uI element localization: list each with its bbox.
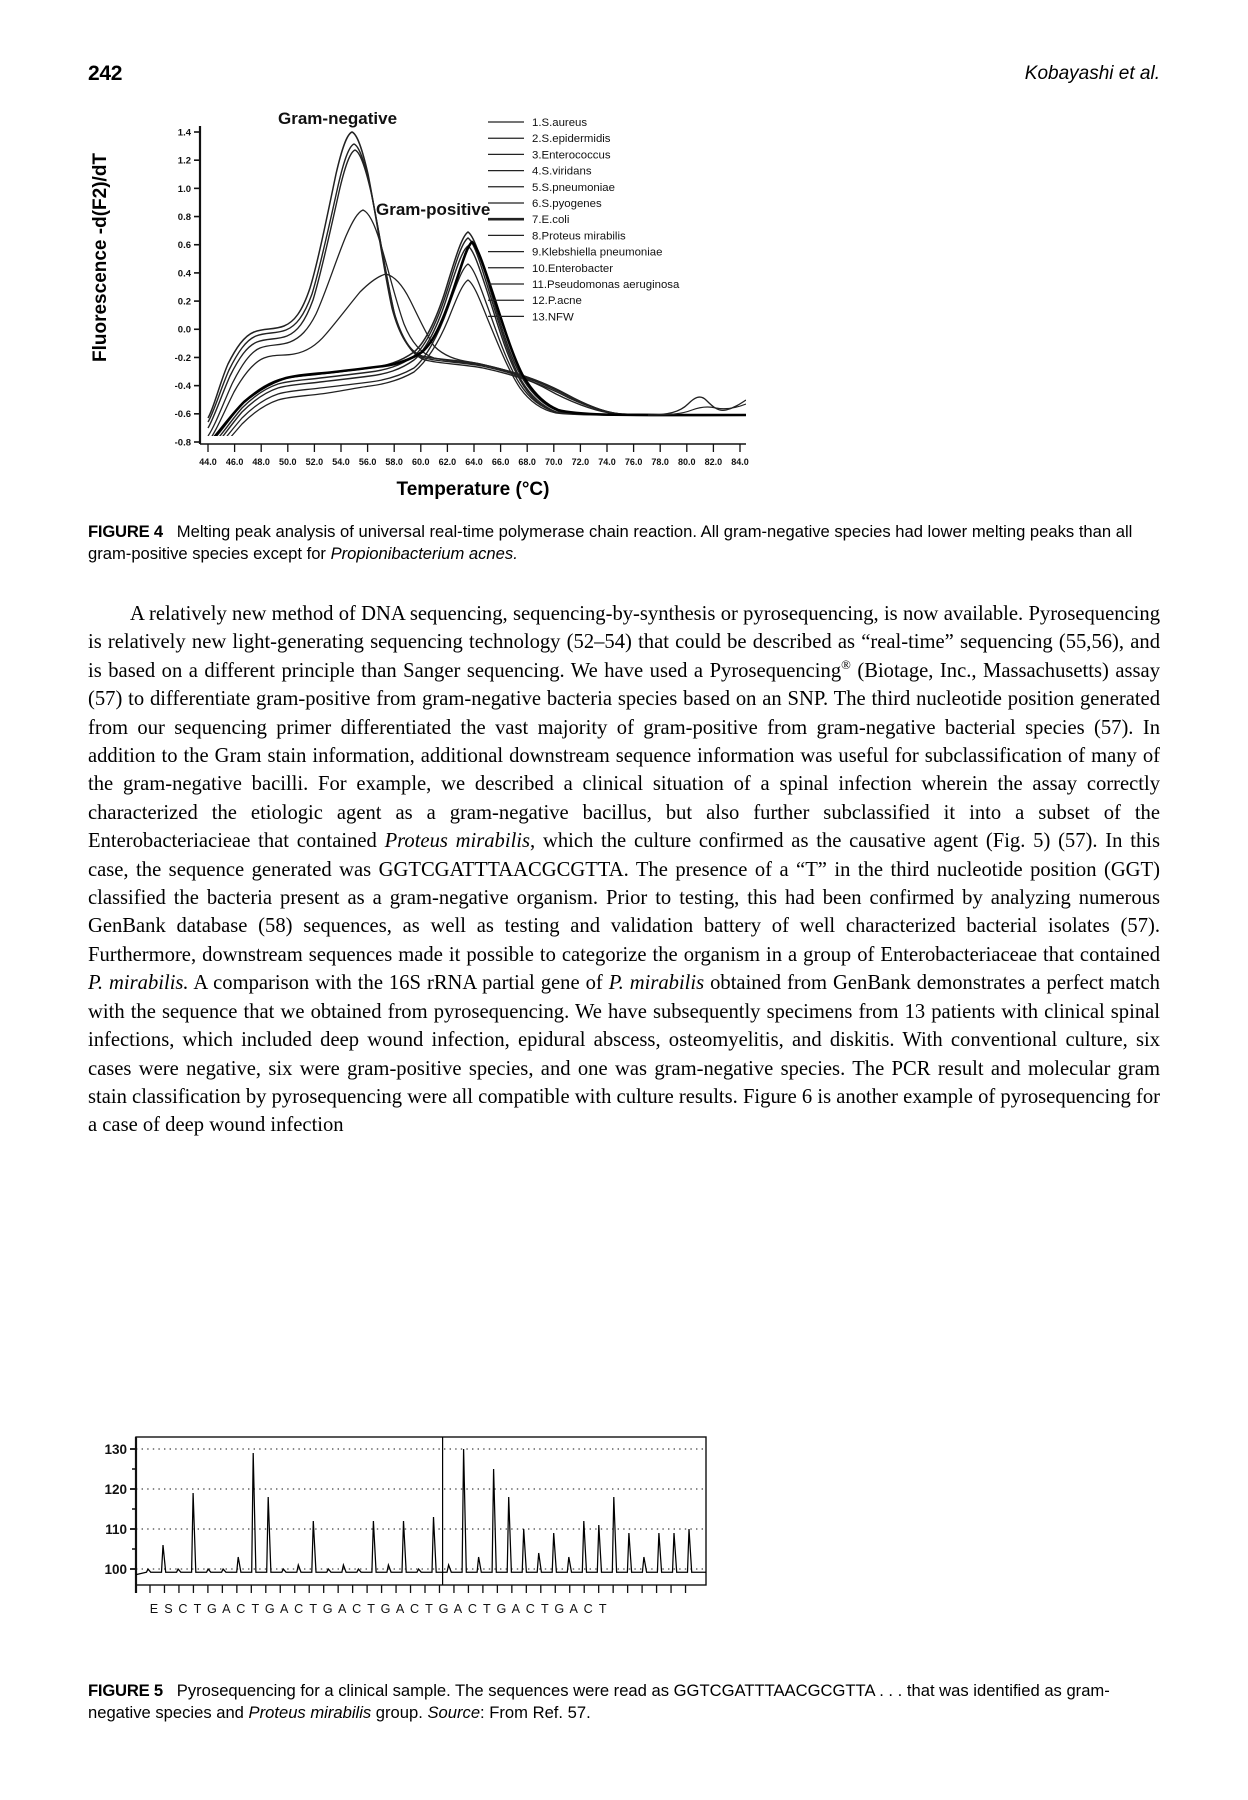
- x-tick-label: 44.0: [199, 457, 217, 467]
- x-tick-label: 54.0: [332, 457, 350, 467]
- x-tick-label: 82.0: [704, 457, 723, 467]
- pyrogram-base-label: A: [280, 1602, 289, 1616]
- y-axis-ticks: [175, 127, 201, 448]
- melting-peak-chart: [88, 112, 788, 502]
- figure-4-caption: [88, 521, 1160, 566]
- legend-label-8: 8.Proteus mirabilis: [532, 230, 626, 243]
- x-tick-label: 52.0: [305, 457, 324, 467]
- figure-5-label: FIGURE 5: [88, 1681, 163, 1700]
- x-tick-label: 62.0: [438, 457, 457, 467]
- legend-label-2: 2.S.epidermidis: [532, 133, 611, 146]
- y-tick-label: -0.6: [174, 409, 191, 421]
- legend-label-10: 10.Enterobacter: [532, 262, 614, 275]
- pyrogram-base-label: G: [496, 1602, 507, 1616]
- x-tick-label: 70.0: [545, 457, 563, 467]
- pyrogram-base-label: C: [525, 1602, 535, 1616]
- legend-label-11: 11.Pseudomonas aeruginosa: [532, 279, 680, 291]
- y-tick-label: -0.2: [174, 352, 191, 364]
- pyrogram-base-label: T: [251, 1602, 260, 1616]
- x-tick-label: 60.0: [412, 457, 430, 467]
- y-tick-label: 0.6: [177, 240, 191, 252]
- pyrogram-base-label: C: [236, 1602, 246, 1616]
- x-tick-label: 66.0: [491, 457, 510, 467]
- pyrogram-y-label: 100: [104, 1562, 127, 1577]
- figure-4-image: [88, 112, 788, 502]
- y-tick-label: 1.0: [177, 183, 191, 195]
- pyrogram-base-label: S: [164, 1602, 173, 1616]
- legend-label-13: 13.NFW: [532, 311, 574, 324]
- pyrogram-base-label: T: [193, 1602, 202, 1616]
- pyrogram-base-label: A: [337, 1602, 347, 1616]
- figure-4-label: FIGURE 4: [88, 522, 163, 541]
- figure-5-caption-italic-2: Source: [427, 1703, 481, 1723]
- x-tick-label: 48.0: [252, 457, 270, 467]
- pyrogram-base-label: G: [322, 1602, 333, 1616]
- y-tick-label: 1.4: [177, 127, 191, 139]
- legend-label-4: 4.S.viridans: [532, 165, 592, 178]
- pyrogram-sequence-labels: [150, 1602, 607, 1616]
- pyrogram-chart: [78, 1425, 718, 1650]
- pyrogram-base-label: T: [483, 1602, 491, 1616]
- pyrogram-base-label: G: [438, 1602, 449, 1616]
- x-tick-label: 78.0: [651, 457, 669, 467]
- x-tick-label: 58.0: [385, 457, 403, 467]
- pyrogram-base-label: A: [511, 1602, 521, 1616]
- pyrogram-base-label: C: [467, 1602, 477, 1616]
- pyrogram-base-label: A: [453, 1602, 463, 1616]
- legend-label-3: 3.Enterococcus: [532, 149, 611, 162]
- x-tick-label: 50.0: [279, 457, 297, 467]
- pyrogram-base-label: A: [222, 1602, 231, 1616]
- pyrogram-base-label: E: [149, 1602, 159, 1616]
- y-tick-label: 0.4: [177, 268, 191, 280]
- y-tick-label: 0.0: [177, 324, 191, 336]
- figure-5-image: [78, 1425, 718, 1650]
- pyrogram-base-label: T: [598, 1602, 607, 1616]
- running-head-author: Kobayashi et al.: [1024, 63, 1160, 84]
- annotation-gram-negative: Gram-negative: [278, 112, 398, 128]
- pyrogram-base-label: G: [206, 1602, 217, 1616]
- y-tick-label: -0.4: [174, 381, 191, 393]
- x-tick-label: 46.0: [225, 457, 244, 467]
- y-axis-label: Fluorescence -d(F2)/dT: [90, 152, 111, 362]
- figure-4-caption-text: Melting peak analysis of universal real-time polymerase chain reaction. All gram-negative species had lower melting peaks than all gram-positive species except for: [88, 522, 1133, 564]
- pyrogram-y-label: 130: [104, 1442, 127, 1457]
- legend-label-9: 9.Klebshiella pneumoniae: [532, 246, 663, 259]
- body-text: [88, 600, 1160, 1140]
- figure-4-caption-italic: Propionibacterium acnes.: [330, 544, 518, 564]
- x-tick-label: 84.0: [731, 457, 749, 467]
- pyrogram-frame: [136, 1437, 706, 1585]
- legend-label-1: 1.S.aureus: [532, 117, 588, 129]
- pyrogram-base-label: C: [352, 1602, 362, 1616]
- page-number: 242: [88, 62, 123, 85]
- pyrogram-base-label: A: [395, 1602, 405, 1616]
- legend-label-6: 6.S.pyogenes: [532, 198, 602, 210]
- y-tick-label: 0.8: [177, 211, 191, 223]
- pyrogram-base-label: G: [380, 1602, 391, 1616]
- chart-legend: [488, 117, 680, 323]
- x-tick-label: 64.0: [465, 457, 483, 467]
- pyrogram-base-label: A: [569, 1602, 578, 1616]
- x-axis-ticks: [199, 444, 749, 467]
- x-tick-label: 72.0: [571, 457, 590, 467]
- pyrogram-signal-path: [136, 1449, 706, 1575]
- pyrogram-trace: [136, 1437, 706, 1585]
- pyrogram-y-label: 120: [104, 1482, 127, 1497]
- x-axis-label: Temperature (°C): [396, 479, 550, 500]
- pyrogram-y-label: 110: [105, 1522, 127, 1537]
- pyrogram-base-label: G: [264, 1602, 275, 1616]
- x-tick-label: 76.0: [624, 457, 643, 467]
- pyrogram-base-label: C: [294, 1602, 304, 1616]
- pyrogram-base-label: C: [409, 1602, 420, 1616]
- x-tick-label: 56.0: [358, 457, 377, 467]
- melting-curves: [208, 132, 746, 462]
- legend-label-12: 12.P.acne: [532, 295, 582, 308]
- pyrogram-base-label: T: [540, 1602, 549, 1616]
- legend-label-5: 5.S.pneumoniae: [532, 181, 615, 194]
- x-tick-label: 74.0: [598, 457, 616, 467]
- pyrogram-base-label: C: [583, 1602, 593, 1616]
- body-paragraph: A relatively new method of DNA sequencing, sequencing-by-synthesis or pyrosequencing, is now available. Pyrosequencing is relatively new light-generating sequencing technology (52–54) that could be described as “real-time” sequencing (55,56), and is based on a different principle than Sanger sequencing. We have used a Pyrosequencing® (Biotage, Inc., Massachusetts) assay (57) to differentiate gram-positive from gram-negative bacteria species based on an SNP. The third nucleotide position generated from our sequencing primer differentiated the vast majority of gram-positive from gram-negative bacterial species (57). In addition to the Gram stain information, additional downstream sequence information was useful for subclassification of many of the gram-negative bacilli. For example, we described a clinical situation of a spinal infection wherein the assay correctly characterized the etiologic agent as a gram-negative bacillus, but also further subclassified it into a subset of the Enterobacteriacieae that contained Proteus mirabilis, which the culture confirmed as the causative agent (Fig. 5) (57). In this case, the sequence generated was GGTCGATTTAACGCGTTA. The presence of a “T” in the third nucleotide position (GGT) classified the bacteria present as a gram-negative organism. Prior to testing, this had been confirmed by analyzing numerous GenBank database (58) sequences, as well as testing and validation battery of well characterized bacterial isolates (57). Furthermore, downstream sequences made it possible to categorize the organism in a group of Enterobacteriaceae that contained P. mirabilis. A comparison with the 16S rRNA partial gene of P. mirabilis obtained from GenBank demonstrates a perfect match with the sequence that we obtained from pyrosequencing. We have subsequently specimens from 13 patients with clinical spinal infections, which included deep wound infection, epidural abscess, osteomyelitis, and diskitis. With conventional culture, six cases were negative, six were gram-positive species, and one was gram-negative species. The PCR result and molecular gram stain classification by pyrosequencing were all compatible with culture results. Figure 6 is another example of pyrosequencing for a case of deep wound infection: [88, 603, 1160, 1137]
- y-tick-label: 0.2: [177, 296, 191, 308]
- legend-label-7: 7.E.coli: [532, 214, 570, 227]
- running-head: [88, 62, 1160, 92]
- x-tick-label: 68.0: [518, 457, 536, 467]
- pyrogram-base-label: C: [178, 1602, 188, 1616]
- pyrogram-base-label: T: [367, 1602, 375, 1616]
- x-tick-label: 80.0: [678, 457, 696, 467]
- pyrogram-x-ticks: [150, 1585, 686, 1593]
- figure-5-caption-text-3: : From Ref. 57.: [480, 1703, 591, 1723]
- pyrogram-base-label: T: [309, 1602, 318, 1616]
- y-tick-label: 1.2: [177, 155, 191, 167]
- y-tick-label: -0.8: [174, 437, 191, 449]
- figure-5-caption: [88, 1680, 1160, 1725]
- pyrogram-base-label: T: [425, 1602, 433, 1616]
- pyrogram-base-label: G: [554, 1602, 565, 1616]
- figure-5-caption-text-2: group.: [371, 1703, 428, 1723]
- annotation-gram-positive: Gram-positive: [376, 200, 491, 219]
- figure-5-caption-text-1: Pyrosequencing for a clinical sample. The sequences were read as GGTCGATTTAACGCGTTA . . . that was identified as gram-negative species and: [88, 1681, 1110, 1723]
- figure-5-caption-italic-1: Proteus mirabilis: [248, 1703, 372, 1723]
